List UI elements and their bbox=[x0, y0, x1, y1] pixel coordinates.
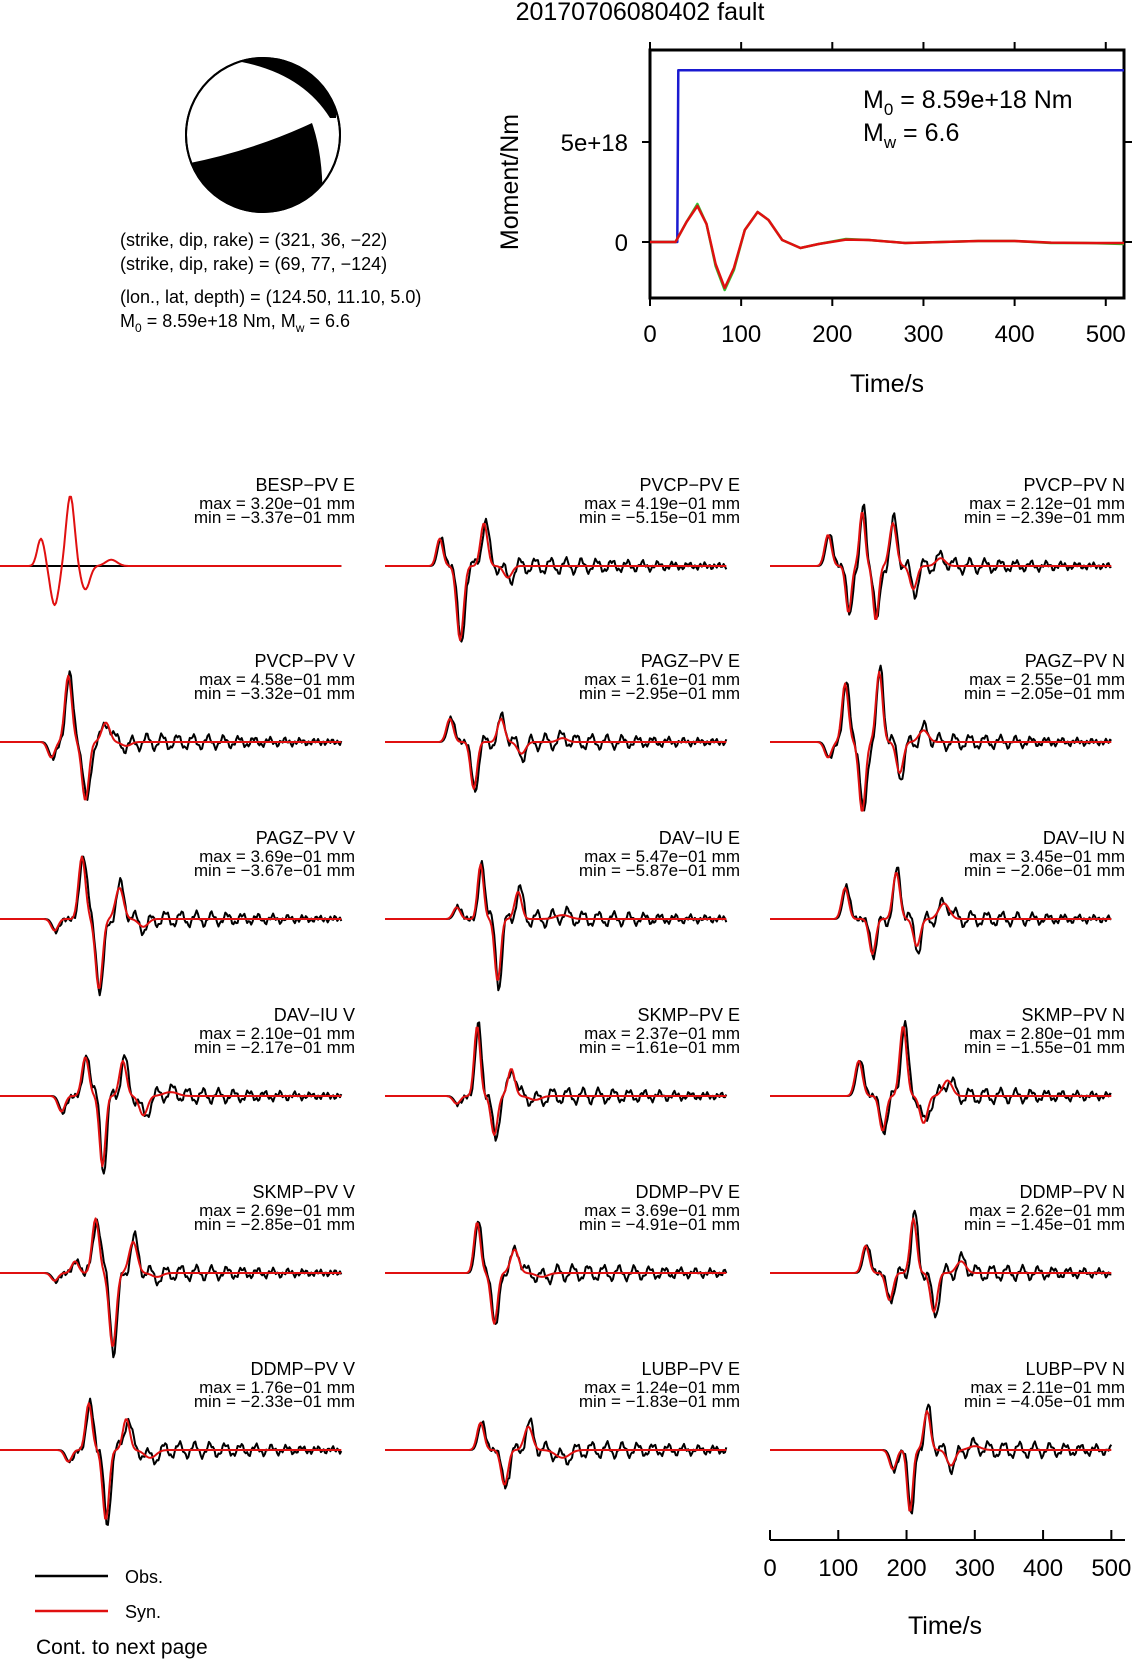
station-max-amplitude: max = 2.12e−01 mm bbox=[969, 494, 1125, 513]
legend-obs-label: Obs. bbox=[125, 1567, 164, 1587]
station-label: DAV−IU N bbox=[1042, 828, 1125, 848]
waveform-time-axis bbox=[763, 1530, 1131, 1640]
station-label: PAGZ−PV E bbox=[640, 651, 740, 671]
synthetic-waveform bbox=[0, 1218, 341, 1345]
focal-mechanism-beachball-icon bbox=[180, 50, 340, 216]
station-label: PAGZ−PV N bbox=[1024, 651, 1125, 671]
waveform-panel bbox=[385, 1359, 740, 1489]
station-label: PVCP−PV V bbox=[254, 651, 355, 671]
waveform-panel bbox=[385, 651, 740, 792]
station-label: SKMP−PV V bbox=[252, 1182, 355, 1202]
station-label: DDMP−PV E bbox=[635, 1182, 740, 1202]
moment-panel bbox=[496, 42, 1132, 398]
waveform-panel bbox=[385, 475, 740, 642]
waveform-panel bbox=[385, 1005, 740, 1141]
waveform-xtick-label: 200 bbox=[886, 1555, 927, 1582]
waveform-panel bbox=[0, 475, 355, 605]
station-label: LUBP−PV E bbox=[641, 1359, 740, 1379]
station-label: SKMP−PV E bbox=[637, 1005, 740, 1025]
observed-waveform bbox=[770, 1405, 1111, 1514]
station-max-amplitude: max = 2.62e−01 mm bbox=[969, 1201, 1125, 1220]
observed-waveform bbox=[385, 861, 726, 990]
station-min-amplitude: min = −2.05e−01 mm bbox=[963, 684, 1125, 703]
waveform-panel bbox=[770, 828, 1125, 959]
footer-continue-note: Cont. to next page bbox=[36, 1636, 208, 1659]
station-max-amplitude: max = 3.20e−01 mm bbox=[199, 494, 355, 513]
waveform-panel bbox=[385, 828, 740, 990]
synthetic-waveform bbox=[0, 1058, 341, 1166]
waveform-panel bbox=[770, 1359, 1125, 1514]
observed-waveform bbox=[770, 868, 1111, 960]
moment-ylabel: Moment/Nm bbox=[496, 113, 524, 251]
moment-xtick-label: 400 bbox=[994, 321, 1035, 348]
waveform-panel bbox=[0, 1182, 355, 1357]
station-min-amplitude: min = −3.67e−01 mm bbox=[193, 861, 355, 880]
station-min-amplitude: min = −2.06e−01 mm bbox=[963, 861, 1125, 880]
station-max-amplitude: max = 2.55e−01 mm bbox=[969, 670, 1125, 689]
station-min-amplitude: min = −5.15e−01 mm bbox=[578, 508, 740, 527]
station-min-amplitude: min = −2.85e−01 mm bbox=[193, 1215, 355, 1234]
station-min-amplitude: min = −1.61e−01 mm bbox=[578, 1038, 740, 1057]
waveform-grid bbox=[0, 475, 1125, 1525]
moment-series-line-2 bbox=[650, 206, 1124, 288]
waveform-xtick-label: 300 bbox=[954, 1555, 995, 1582]
station-min-amplitude: min = −5.87e−01 mm bbox=[578, 861, 740, 880]
station-max-amplitude: max = 2.37e−01 mm bbox=[584, 1024, 740, 1043]
station-label: DAV−IU E bbox=[658, 828, 740, 848]
station-label: PVCP−PV N bbox=[1023, 475, 1125, 495]
observed-waveform bbox=[0, 1220, 341, 1358]
station-max-amplitude: max = 3.69e−01 mm bbox=[584, 1201, 740, 1220]
waveform-panel bbox=[0, 1005, 355, 1174]
synthetic-waveform bbox=[770, 873, 1111, 954]
station-min-amplitude: min = −3.32e−01 mm bbox=[193, 684, 355, 703]
station-min-amplitude: min = −1.45e−01 mm bbox=[963, 1215, 1125, 1234]
station-label: PVCP−PV E bbox=[639, 475, 740, 495]
station-max-amplitude: max = 2.11e−01 mm bbox=[970, 1378, 1125, 1397]
station-max-amplitude: max = 3.69e−01 mm bbox=[199, 847, 355, 866]
synthetic-waveform bbox=[770, 513, 1111, 619]
waveform-xtick-label: 100 bbox=[818, 1555, 859, 1582]
observed-waveform bbox=[0, 1399, 341, 1525]
moment-m0-annotation: $M_0 = 8.59e+18$ Nm bbox=[863, 86, 1073, 119]
observed-waveform bbox=[385, 712, 726, 791]
moment-ytick-label: 0 bbox=[614, 230, 628, 257]
station-max-amplitude: max = 4.19e−01 mm bbox=[584, 494, 740, 513]
station-max-amplitude: max = 2.10e−01 mm bbox=[199, 1024, 355, 1043]
moment-xtick-label: 300 bbox=[903, 321, 944, 348]
waveform-panel bbox=[0, 1359, 355, 1525]
station-label: PAGZ−PV V bbox=[255, 828, 355, 848]
moment-xtick-label: 0 bbox=[643, 321, 657, 348]
station-min-amplitude: min = −4.91e−01 mm bbox=[578, 1215, 740, 1234]
waveform-panel bbox=[0, 828, 355, 995]
moment-xtick-label: 100 bbox=[721, 321, 762, 348]
waveform-xtick-label: 500 bbox=[1091, 1555, 1132, 1582]
waveform-panel bbox=[385, 1182, 740, 1324]
mechanism-plane1: (strike, dip, rake) = (321, 36, −22) bbox=[120, 230, 388, 250]
station-label: DDMP−PV N bbox=[1019, 1182, 1125, 1202]
mechanism-location: (lon., lat, depth) = (124.50, 11.10, 5.0) bbox=[120, 287, 422, 307]
station-max-amplitude: max = 2.69e−01 mm bbox=[199, 1201, 355, 1220]
station-label: SKMP−PV N bbox=[1021, 1005, 1125, 1025]
moment-xtick-label: 500 bbox=[1085, 321, 1126, 348]
station-label: LUBP−PV N bbox=[1025, 1359, 1125, 1379]
station-max-amplitude: max = 5.47e−01 mm bbox=[584, 847, 740, 866]
waveform-xtick-label: 400 bbox=[1023, 1555, 1064, 1582]
observed-waveform bbox=[385, 1418, 726, 1488]
legend-syn-label: Syn. bbox=[125, 1602, 162, 1622]
station-min-amplitude: min = −4.05e−01 mm bbox=[963, 1392, 1125, 1411]
synthetic-waveform bbox=[0, 1403, 341, 1518]
station-min-amplitude: min = −1.55e−01 mm bbox=[963, 1038, 1125, 1057]
station-max-amplitude: max = 1.76e−01 mm bbox=[199, 1378, 355, 1397]
station-min-amplitude: min = −2.39e−01 mm bbox=[963, 508, 1125, 527]
station-label: DDMP−PV V bbox=[250, 1359, 355, 1379]
station-max-amplitude: max = 3.45e−01 mm bbox=[969, 847, 1125, 866]
waveform-panel bbox=[0, 651, 355, 800]
moment-mw-annotation: $M_w = 6.6$ bbox=[863, 119, 960, 152]
station-max-amplitude: max = 2.80e−01 mm bbox=[969, 1024, 1125, 1043]
station-min-amplitude: min = −1.83e−01 mm bbox=[578, 1392, 740, 1411]
observed-waveform bbox=[0, 1055, 341, 1173]
synthetic-waveform bbox=[385, 719, 726, 789]
waveform-panel bbox=[770, 1005, 1125, 1134]
synthetic-waveform bbox=[385, 864, 726, 979]
figure-title: 20170706080402 fault bbox=[515, 0, 765, 26]
station-max-amplitude: max = 1.24e−01 mm bbox=[584, 1378, 740, 1397]
legend bbox=[35, 1567, 163, 1622]
station-label: BESP−PV E bbox=[255, 475, 355, 495]
mechanism-moment: $M_0 = 8.59e+18$ Nm, $M_w = 6.6$ bbox=[120, 311, 350, 335]
station-min-amplitude: min = −2.33e−01 mm bbox=[193, 1392, 355, 1411]
station-min-amplitude: min = −3.37e−01 mm bbox=[193, 508, 355, 527]
moment-ytick-label: 5e+18 bbox=[560, 130, 628, 157]
moment-xlabel: Time/s bbox=[849, 370, 925, 398]
observed-waveform bbox=[385, 519, 726, 642]
station-min-amplitude: min = −2.17e−01 mm bbox=[193, 1038, 355, 1057]
waveform-panel bbox=[770, 475, 1125, 619]
synthetic-waveform bbox=[385, 524, 726, 640]
waveform-panel bbox=[770, 1182, 1125, 1317]
synthetic-waveform bbox=[770, 1411, 1111, 1511]
synthetic-waveform bbox=[385, 1223, 726, 1323]
waveform-xlabel: Time/s bbox=[907, 1612, 983, 1640]
moment-xtick-label: 200 bbox=[812, 321, 853, 348]
mechanism-plane2: (strike, dip, rake) = (69, 77, −124) bbox=[120, 254, 388, 274]
waveform-panel bbox=[770, 651, 1125, 811]
station-max-amplitude: max = 1.61e−01 mm bbox=[584, 670, 740, 689]
station-max-amplitude: max = 4.58e−01 mm bbox=[199, 670, 355, 689]
station-min-amplitude: min = −2.95e−01 mm bbox=[578, 684, 740, 703]
waveform-xtick-label: 0 bbox=[763, 1555, 777, 1582]
station-label: DAV−IU V bbox=[273, 1005, 355, 1025]
